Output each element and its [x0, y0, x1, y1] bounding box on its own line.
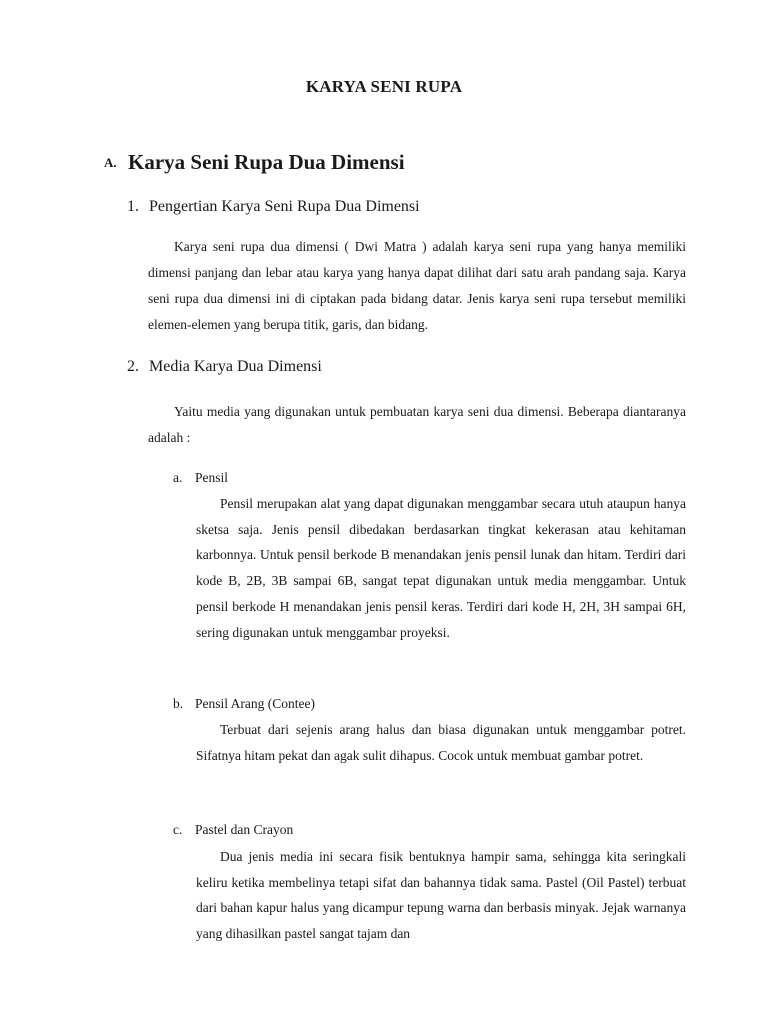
paragraph-pengertian: Karya seni rupa dua dimensi ( Dwi Matra ) adalah karya seni rupa yang hanya memiliki dimensi panjang dan lebar atau karya yang hanya dapat dilihat dari satu arah pandang saja. Karya seni rupa dua dimensi ini di ciptakan pada bidang datar. Jenis karya seni rupa tersebut memiliki elemen-elemen yang berupa titik, garis, dan bidang. — [148, 239, 686, 332]
subsection-number: 1. — [127, 198, 139, 215]
section-heading — [104, 150, 405, 175]
list-item-heading-text: Pastel dan Crayon — [195, 822, 294, 837]
subsection-heading-media — [127, 358, 322, 376]
list-item-letter: b. — [173, 696, 184, 711]
document-title: KARYA SENI RUPA — [305, 77, 463, 96]
list-item-letter: a. — [173, 470, 183, 485]
paragraph-media-intro: Yaitu media yang digunakan untuk pembuatan karya seni dua dimensi. Beberapa diantaranya adalah : — [148, 404, 686, 445]
list-item-letter: c. — [173, 822, 183, 837]
paragraph-pensil: Pensil merupakan alat yang dapat digunakan menggambar secara utuh ataupun hanya sketsa saja. Jenis pensil dibedakan berdasarkan tingkat kekerasan atau kehitaman karbonnya. Untuk pensil berkode B menandakan jenis pensil lunak dan hitam. Terdiri dari kode B, 2B, 3B sampai 6B, sangat tepat digunakan untuk media menggambar. Untuk pensil berkode H menandakan jenis pensil keras. Terdiri dari kode H, 2H, 3H sampai 6H, sering digunakan untuk menggambar proyeksi. — [196, 496, 686, 640]
subsection-heading-text: Media Karya Dua Dimensi — [149, 358, 322, 375]
list-item-heading-pensil — [173, 470, 228, 486]
paragraph-pensil-arang: Terbuat dari sejenis arang halus dan biasa digunakan untuk menggambar potret. Sifatnya hitam pekat dan agak sulit dihapus. Cocok untuk membuat gambar potret. — [196, 722, 686, 763]
list-item-heading-text: Pensil — [195, 470, 229, 485]
subsection-number: 2. — [127, 358, 139, 375]
list-item-heading-pastel-crayon — [173, 822, 293, 838]
subsection-heading-pengertian — [127, 198, 420, 216]
list-item-heading-text: Pensil Arang (Contee) — [195, 696, 315, 711]
section-heading-text: Karya Seni Rupa Dua Dimensi — [128, 150, 405, 174]
paragraph-pastel-crayon: Dua jenis media ini secara fisik bentuknya hampir sama, sehingga kita seringkali keliru ketika membelinya tetapi sifat dan bahannya tidak sama. Pastel (Oil Pastel) terbuat dari bahan kapur halus yang dicampur tepung warna dan berbasis minyak. Jejak warnanya yang dihasilkan pastel sangat tajam dan — [196, 849, 686, 942]
subsection-heading-text: Pengertian Karya Seni Rupa Dua Dimensi — [149, 198, 420, 215]
section-letter: A. — [104, 155, 117, 170]
list-item-heading-pensil-arang — [173, 696, 315, 712]
